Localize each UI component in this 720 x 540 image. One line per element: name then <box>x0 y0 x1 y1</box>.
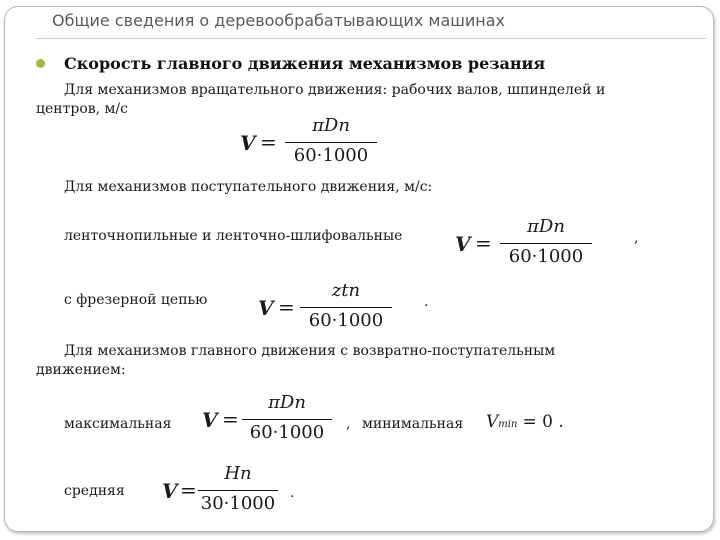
formula-denominator: 60·1000 <box>293 145 369 166</box>
fraction-bar <box>242 419 332 420</box>
translational-text: Для механизмов поступательного движения, м/с: <box>64 179 433 195</box>
min-label: минимальная <box>362 416 464 432</box>
formula-lhs: V <box>455 232 471 256</box>
rotational-text-line1: Для механизмов вращательного движения: рабочих валов, шпинделей и <box>64 82 606 98</box>
formula-numerator: πDn <box>268 392 306 413</box>
formula-eq: = <box>222 407 239 431</box>
formula-lhs: V <box>258 296 274 320</box>
formula-denominator: 30·1000 <box>200 493 276 514</box>
formula-lhs: V <box>486 412 499 432</box>
rotational-text-line2: центров, м/с <box>36 101 128 117</box>
formula-denominator: 60·1000 <box>508 246 584 267</box>
fraction-bar <box>198 490 278 491</box>
chain-label: с фрезерной цепью <box>64 292 208 308</box>
formula-eq: = <box>260 130 277 154</box>
formula-numerator: πDn <box>312 115 350 136</box>
max-label: максимальная <box>64 416 172 432</box>
formula-lhs: V <box>240 131 256 155</box>
band-label: ленточнопильные и ленточно-шлифовальные <box>64 228 403 244</box>
formula-numerator: Hn <box>224 463 252 484</box>
formula-numerator: πDn <box>527 216 565 237</box>
avg-label: средняя <box>64 483 125 499</box>
reciprocating-text-line1: Для механизмов главного движения с возвратно-поступательным <box>64 343 556 359</box>
reciprocating-text-line2: движением: <box>36 362 126 378</box>
section-heading: Скорость главного движения механизмов резания <box>64 54 546 73</box>
formula-subscript: min <box>498 419 518 430</box>
formula-denominator: 60·1000 <box>249 422 325 443</box>
formula-eq: = <box>475 231 492 255</box>
formula-eq: = <box>278 295 295 319</box>
slide-title: Общие сведения о деревообрабатывающих машинах <box>52 11 506 30</box>
fraction-bar <box>500 243 592 244</box>
title-divider <box>36 38 706 39</box>
max-trail: , <box>346 416 351 432</box>
chain-trail: . <box>424 294 429 310</box>
band-trail: , <box>634 230 639 246</box>
fraction-bar <box>285 142 377 143</box>
formula-lhs: V <box>162 479 178 503</box>
bullet-icon <box>36 59 45 68</box>
formula-rest: = 0 . <box>522 412 564 432</box>
avg-trail: . <box>290 485 295 501</box>
formula-numerator: ztn <box>331 280 361 301</box>
formula-denominator: 60·1000 <box>308 310 384 331</box>
formula-lhs: V <box>202 408 218 432</box>
formula-eq: = <box>180 478 197 502</box>
fraction-bar <box>300 307 392 308</box>
formula-min <box>486 412 564 432</box>
